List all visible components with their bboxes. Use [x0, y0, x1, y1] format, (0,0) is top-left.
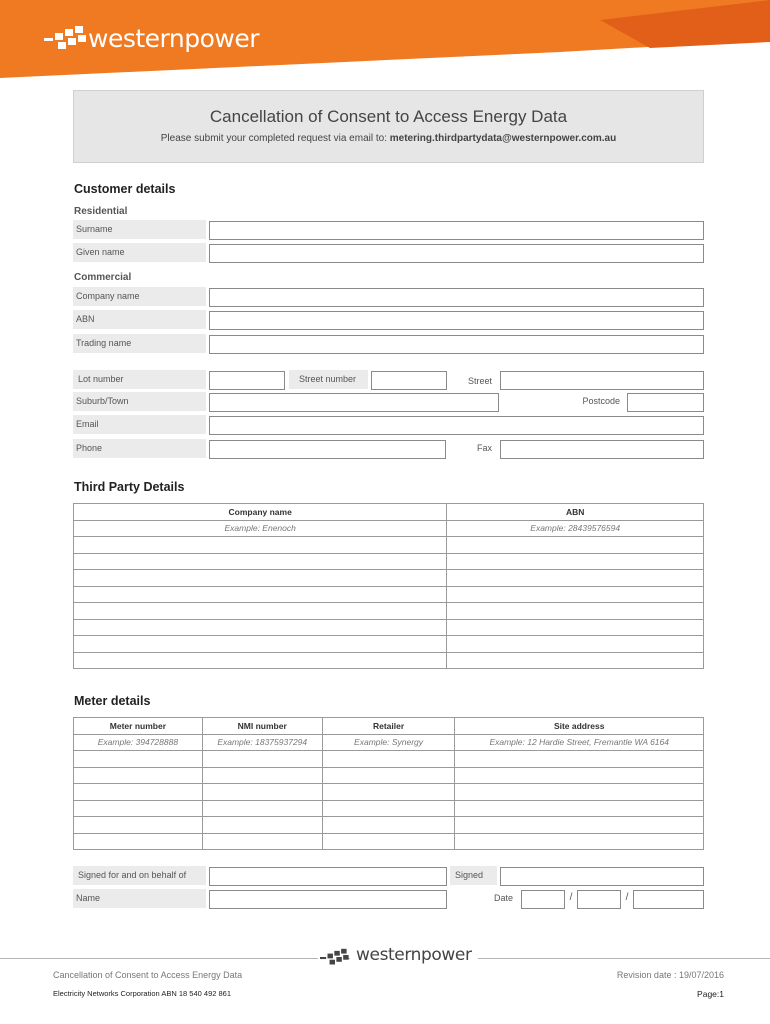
table-cell[interactable]	[202, 784, 322, 801]
table-row[interactable]	[74, 833, 704, 850]
column-header: Meter number	[74, 718, 203, 735]
instruction-text: Please submit your completed request via email to:	[160, 133, 390, 144]
footer-doc-title: Cancellation of Consent to Access Energy Data	[53, 970, 243, 980]
column-header: Company name	[74, 504, 447, 521]
trading-name-label: Trading name	[73, 334, 206, 353]
column-header: Retailer	[322, 718, 455, 735]
table-header-row	[74, 718, 704, 735]
table-cell[interactable]	[74, 570, 447, 587]
table-cell[interactable]	[74, 652, 447, 669]
name-field[interactable]	[209, 890, 447, 909]
table-cell[interactable]	[447, 652, 704, 669]
table-cell[interactable]	[202, 751, 322, 768]
table-cell[interactable]	[322, 817, 455, 834]
table-cell[interactable]	[74, 636, 447, 653]
trading-name-field[interactable]	[209, 335, 704, 354]
example-row	[74, 520, 704, 537]
table-header-row	[74, 504, 704, 521]
table-cell[interactable]	[447, 586, 704, 603]
suburb-label: Suburb/Town	[73, 392, 206, 411]
given-name-field[interactable]	[209, 244, 704, 263]
table-cell[interactable]	[74, 784, 203, 801]
table-cell[interactable]	[202, 833, 322, 850]
signature-field[interactable]	[500, 867, 704, 886]
table-cell[interactable]	[455, 817, 704, 834]
customer-details-heading: Customer details	[74, 182, 176, 196]
third-party-heading: Third Party Details	[74, 480, 185, 494]
meter-details-heading: Meter details	[74, 694, 151, 708]
date-year-field[interactable]	[633, 890, 704, 909]
table-cell[interactable]	[455, 751, 704, 768]
abn-label: ABN	[73, 310, 206, 329]
table-cell[interactable]	[322, 767, 455, 784]
phone-field[interactable]	[209, 440, 446, 459]
signed-behalf-field[interactable]	[209, 867, 447, 886]
table-cell[interactable]	[447, 636, 704, 653]
table-row[interactable]	[74, 636, 704, 653]
given-name-label: Given name	[73, 243, 206, 262]
email-field[interactable]	[209, 416, 704, 435]
table-row[interactable]	[74, 767, 704, 784]
column-header: NMI number	[202, 718, 322, 735]
name-label: Name	[73, 889, 206, 908]
fax-label: Fax	[476, 443, 492, 453]
table-cell[interactable]	[455, 784, 704, 801]
table-row[interactable]	[74, 800, 704, 817]
commercial-heading: Commercial	[74, 272, 132, 283]
page-title: Cancellation of Consent to Access Energy Data	[209, 107, 568, 126]
page-number: Page:1	[697, 989, 724, 999]
table-cell[interactable]	[74, 817, 203, 834]
table-cell[interactable]	[74, 586, 447, 603]
fax-field[interactable]	[500, 440, 704, 459]
example-cell: Example: Enenoch	[74, 520, 447, 537]
example-cell: Example: Synergy	[322, 734, 455, 751]
postcode-field[interactable]	[627, 393, 704, 412]
table-cell[interactable]	[447, 537, 704, 554]
signed-behalf-label: Signed for and on behalf of	[73, 866, 206, 885]
table-row[interactable]	[74, 784, 704, 801]
table-cell[interactable]	[322, 833, 455, 850]
table-row[interactable]	[74, 817, 704, 834]
brand-logo-icon	[44, 25, 88, 51]
table-cell[interactable]	[74, 619, 447, 636]
footer-brand-name: westernpower	[350, 945, 478, 965]
column-header: Site address	[455, 718, 704, 735]
lot-number-field[interactable]	[209, 371, 285, 390]
third-party-table	[73, 503, 704, 669]
revision-date: Revision date : 19/07/2016	[616, 970, 724, 980]
table-cell[interactable]	[202, 817, 322, 834]
table-cell[interactable]	[202, 767, 322, 784]
table-cell[interactable]	[455, 833, 704, 850]
street-number-label: Street number	[289, 370, 368, 389]
example-cell: Example: 28439576594	[447, 520, 704, 537]
table-cell[interactable]	[455, 800, 704, 817]
email-label: Email	[73, 415, 206, 434]
submission-email-link[interactable]: metering.thirdpartydata@westernpower.com.au	[389, 133, 617, 144]
table-cell[interactable]	[74, 751, 203, 768]
table-cell[interactable]	[74, 553, 447, 570]
example-cell: Example: 394728888	[74, 734, 203, 751]
suburb-field[interactable]	[209, 393, 499, 412]
example-cell: Example: 18375937294	[202, 734, 322, 751]
table-row[interactable]	[74, 619, 704, 636]
table-cell[interactable]	[74, 767, 203, 784]
table-cell[interactable]	[447, 619, 704, 636]
table-cell[interactable]	[322, 784, 455, 801]
company-name-field[interactable]	[209, 288, 704, 307]
meter-table	[73, 717, 704, 850]
street-label: Street	[467, 376, 492, 386]
table-cell[interactable]	[447, 570, 704, 587]
date-day-field[interactable]	[521, 890, 565, 909]
street-field[interactable]	[500, 371, 704, 390]
postcode-label: Postcode	[582, 396, 620, 406]
surname-field[interactable]	[209, 221, 704, 240]
table-cell[interactable]	[74, 833, 203, 850]
footer-corp: Electricity Networks Corporation ABN 18 540 492 861	[53, 989, 232, 998]
table-cell[interactable]	[202, 800, 322, 817]
street-number-field[interactable]	[371, 371, 447, 390]
date-month-field[interactable]	[577, 890, 621, 909]
table-row[interactable]	[74, 570, 704, 587]
surname-label: Surname	[73, 220, 206, 239]
table-row[interactable]	[74, 537, 704, 554]
brand-name: westernpower	[88, 24, 259, 53]
table-cell[interactable]	[74, 537, 447, 554]
date-separator: /	[625, 892, 629, 903]
table-row[interactable]	[74, 751, 704, 768]
phone-label: Phone	[73, 439, 206, 458]
table-cell[interactable]	[455, 767, 704, 784]
table-cell[interactable]	[322, 800, 455, 817]
table-cell[interactable]	[447, 553, 704, 570]
table-row[interactable]	[74, 603, 704, 620]
table-cell[interactable]	[74, 800, 203, 817]
signed-label: Signed	[450, 866, 497, 885]
company-name-label: Company name	[73, 287, 206, 306]
footer-logo-icon	[320, 948, 350, 966]
abn-field[interactable]	[209, 311, 704, 330]
column-header: ABN	[447, 504, 704, 521]
date-separator: /	[569, 892, 573, 903]
table-cell[interactable]	[322, 751, 455, 768]
lot-number-label: Lot number	[73, 370, 206, 389]
submission-instruction	[73, 133, 704, 144]
example-row	[74, 734, 704, 751]
table-cell[interactable]	[74, 603, 447, 620]
example-cell: Example: 12 Hardie Street, Fremantle WA 6164	[455, 734, 704, 751]
table-cell[interactable]	[447, 603, 704, 620]
residential-heading: Residential	[74, 206, 128, 217]
table-row[interactable]	[74, 586, 704, 603]
date-label: Date	[493, 893, 513, 903]
table-row[interactable]	[74, 553, 704, 570]
table-row[interactable]	[74, 652, 704, 669]
